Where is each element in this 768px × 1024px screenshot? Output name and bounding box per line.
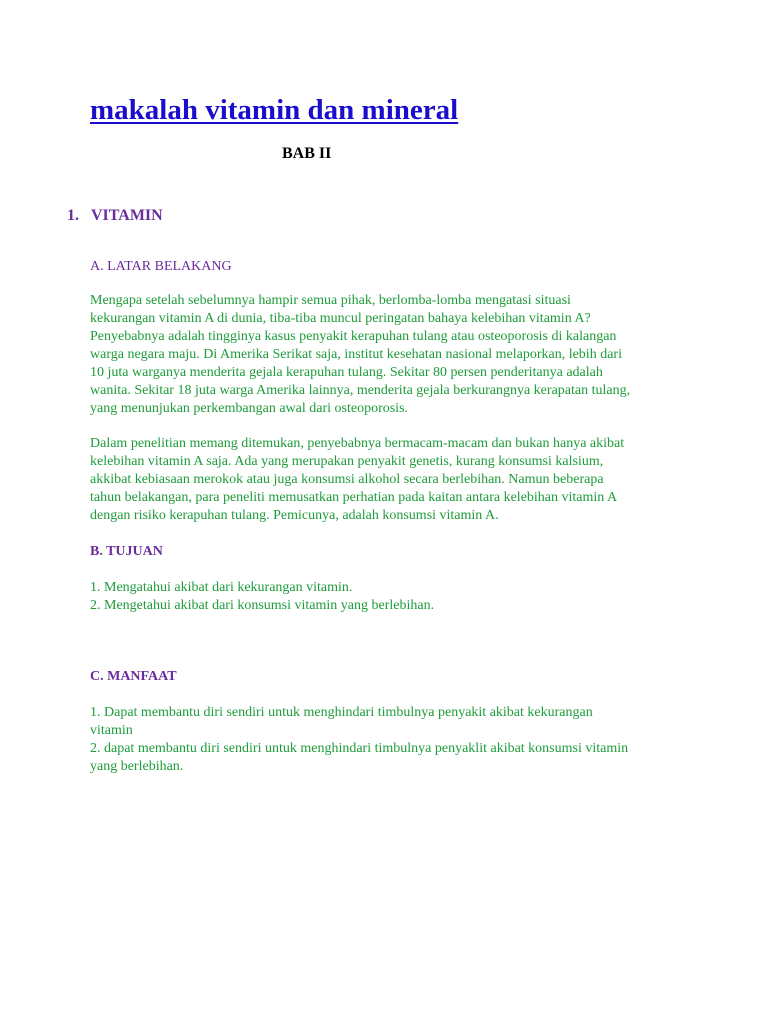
document-title-link[interactable]: makalah vitamin dan mineral (90, 94, 459, 126)
text-line: Penyebabnya adalah tingginya kasus penyakit kerapuhan tulang atau osteoporosis di kalangan (90, 329, 617, 344)
text-line: dengan risiko kerapuhan tulang. Pemicunya, adalah konsumsi vitamin A. (90, 508, 499, 523)
subsection-heading-manfaat: C. MANFAAT (90, 669, 177, 684)
section-label: VITAMIN (91, 207, 163, 224)
section-heading-vitamin (67, 207, 163, 225)
text-line: Mengapa setelah sebelumnya hampir semua pihak, berlomba-lomba mengatasi situasi (90, 293, 571, 308)
list-item: vitamin (90, 723, 133, 738)
list-item: 2. dapat membantu diri sendiri untuk menghindari timbulnya penyaklit akibat konsumsi vitamin (90, 741, 629, 756)
list-item: 1. Dapat membantu diri sendiri untuk menghindari timbulnya penyakit akibat kekurangan (90, 705, 593, 720)
list-tujuan (90, 579, 680, 615)
text-line: kelebihan vitamin A saja. Ada yang merupakan penyakit genetis, kurang konsumsi kalsium, (90, 454, 604, 469)
paragraph-latar-belakang-1 (90, 292, 680, 418)
chapter-heading: BAB II (282, 145, 332, 162)
text-line: yang menunjukan perkembangan awal dari osteoporosis. (90, 401, 409, 416)
list-manfaat (90, 704, 680, 776)
subsection-heading-latar-belakang: A. LATAR BELAKANG (90, 259, 232, 274)
list-item: yang berlebihan. (90, 759, 184, 774)
list-item: 2. Mengetahui akibat dari konsumsi vitamin yang berlebihan. (90, 598, 435, 613)
text-line: Dalam penelitian memang ditemukan, penyebabnya bermacam-macam dan bukan hanya akibat (90, 436, 625, 451)
text-line: akkibat kebiasaan merokok atau juga konsumsi alkohol secara berlebihan. Namun beberapa (90, 472, 604, 487)
section-number: 1. (67, 207, 79, 224)
list-item: 1. Mengatahui akibat dari kekurangan vitamin. (90, 580, 353, 595)
paragraph-latar-belakang-2 (90, 435, 680, 525)
text-line: 10 juta warganya menderita gejala kerapuhan tulang. Sekitar 80 persen penderitanya adalah (90, 365, 603, 380)
text-line: warga negara maju. Di Amerika Serikat saja, institut kesehatan nasional melaporkan, lebih dari (90, 347, 622, 362)
text-line: kekurangan vitamin A di dunia, tiba-tiba muncul peringatan bahaya kelebihan vitamin A? (90, 311, 591, 326)
text-line: wanita. Sekitar 18 juta warga Amerika lainnya, menderita gejala berkurangnya kerapatan tulang, (90, 383, 631, 398)
subsection-heading-tujuan: B. TUJUAN (90, 544, 163, 559)
text-line: tahun belakangan, para peneliti memusatkan perhatian pada kaitan antara kelebihan vitamin A (90, 490, 618, 505)
